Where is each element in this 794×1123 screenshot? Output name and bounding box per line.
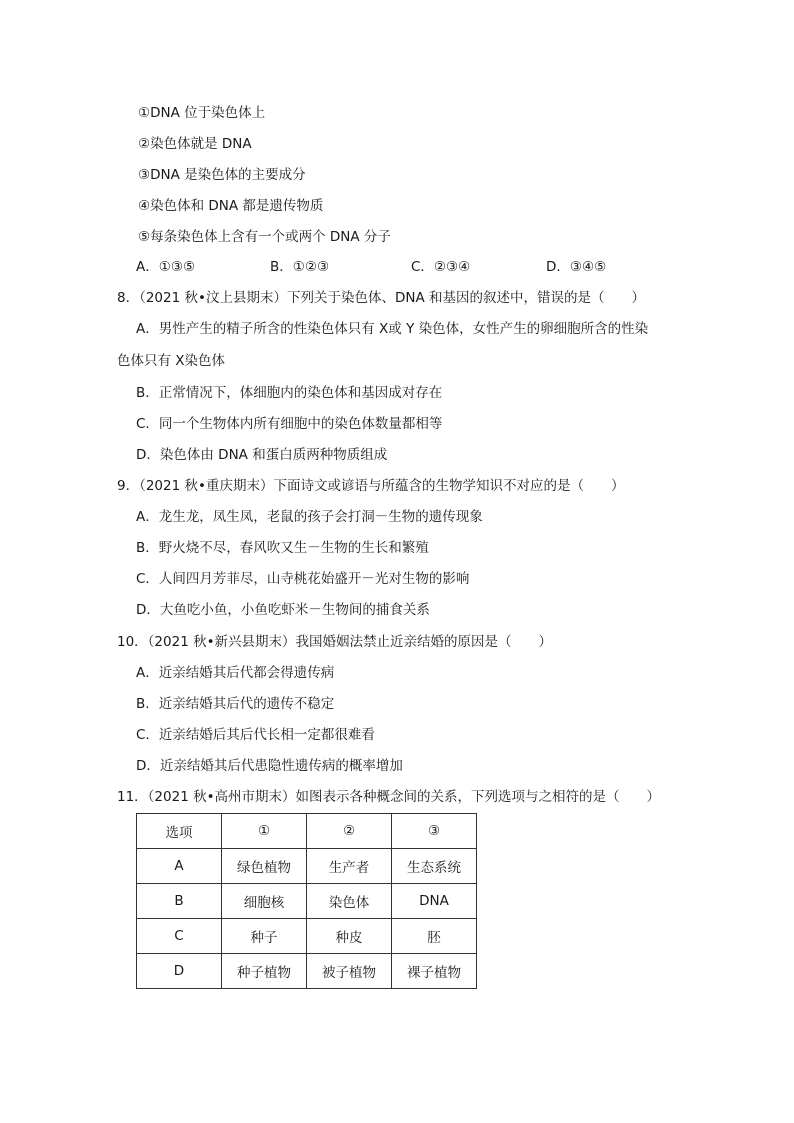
q7-statement-1: ①DNA 位于染色体上 [138,105,266,121]
table-header-cell: ① [222,814,307,849]
table-cell: 种子 [222,919,307,954]
q7-statement-4: ④染色体和 DNA 都是遗传物质 [138,198,324,214]
q10-stem: 10．（2021 秋•新兴县期末）我国婚姻法禁止近亲结婚的原因是（ ） [117,634,553,650]
table-header-cell: 选项 [137,814,222,849]
q8-stem: 8．（2021 秋•汶上县期末）下列关于染色体、DNA 和基因的叙述中，错误的是（ ） [117,290,645,306]
q7-choice-c: C．②③④ [411,259,471,275]
q8-option-d: D．染色体由 DNA 和蛋白质两种物质组成 [136,447,388,463]
q8-option-a-continued: 色体只有 X染色体 [117,353,226,369]
table-cell: 生产者 [307,849,392,884]
table-row [137,884,477,919]
q11-stem: 11．（2021 秋•高州市期末）如图表示各种概念间的关系，下列选项与之相符的是（ ） [117,789,661,805]
table-cell: A [137,849,222,884]
table-cell: 细胞核 [222,884,307,919]
q10-option-a: A．近亲结婚其后代都会得遗传病 [136,665,335,681]
table-cell: 胚 [392,919,477,954]
table-cell: 裸子植物 [392,954,477,989]
table-header-row [137,814,477,849]
q9-stem: 9．（2021 秋•重庆期末）下面诗文或谚语与所蕴含的生物学知识不对应的是（ ） [117,478,625,494]
q7-statement-5: ⑤每条染色体上含有一个或两个 DNA 分子 [138,229,391,245]
q9-option-c: C．人间四月芳菲尽，山寺桃花始盛开－光对生物的影响 [136,571,470,587]
q7-choice-a: A．①③⑤ [136,259,196,275]
table-cell: B [137,884,222,919]
table-cell: D [137,954,222,989]
table-cell: 生态系统 [392,849,477,884]
table-header-cell: ③ [392,814,477,849]
table-header-cell: ② [307,814,392,849]
table-cell: 染色体 [307,884,392,919]
table-row [137,849,477,884]
q10-option-b: B．近亲结婚其后代的遗传不稳定 [136,696,335,712]
q7-choice-d: D．③④⑤ [546,259,607,275]
q10-option-c: C．近亲结婚后其后代长相一定都很难看 [136,727,375,743]
table-cell: C [137,919,222,954]
q8-option-c: C．同一个生物体内所有细胞中的染色体数量都相等 [136,416,443,432]
table-row [137,954,477,989]
q9-option-b: B．野火烧不尽，春风吹又生－生物的生长和繁殖 [136,540,429,556]
q8-option-b: B．正常情况下，体细胞内的染色体和基因成对存在 [136,385,443,401]
q9-option-d: D．大鱼吃小鱼，小鱼吃虾米－生物间的捕食关系 [136,602,430,618]
q7-statement-3: ③DNA 是染色体的主要成分 [138,167,306,183]
table-row [137,919,477,954]
q10-option-d: D．近亲结婚其后代患隐性遗传病的概率增加 [136,758,403,774]
table-cell: 绿色植物 [222,849,307,884]
table-cell: 种皮 [307,919,392,954]
q7-statement-2: ②染色体就是 DNA [138,136,252,152]
table-cell: DNA [392,884,477,919]
table-cell: 种子植物 [222,954,307,989]
q7-choices [136,258,656,278]
q11-concept-table [136,813,477,989]
q7-choice-b: B．①②③ [270,259,330,275]
q9-option-a: A．龙生龙，凤生凤，老鼠的孩子会打洞－生物的遗传现象 [136,509,483,525]
table-cell: 被子植物 [307,954,392,989]
q8-option-a: A．男性产生的精子所含的性染色体只有 X或 Y 染色体，女性产生的卵细胞所含的性染 [136,321,649,337]
